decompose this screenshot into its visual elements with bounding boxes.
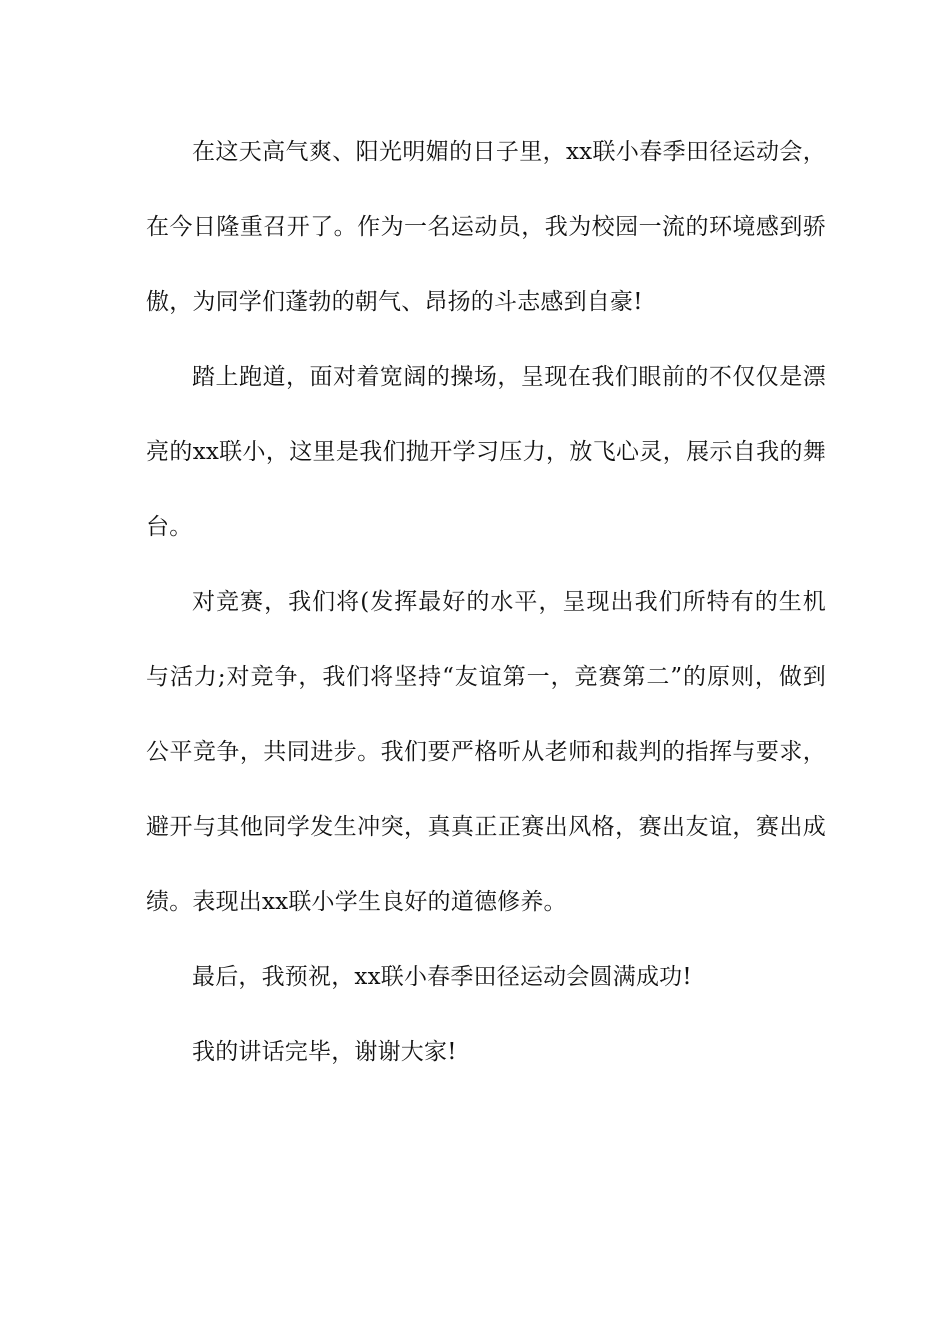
- paragraph-track: 踏上跑道，面对着宽阔的操场，呈现在我们眼前的不仅仅是漂亮的xx联小，这里是我们抛开学习压力，放飞心灵，展示自我的舞台。: [146, 364, 826, 540]
- paragraph-opening: 在这天高气爽、阳光明媚的日子里，xx联小春季田径运动会，在今日隆重召开了。作为一名运动员，我为校园一流的环境感到骄傲，为同学们蓬勃的朝气、昂扬的斗志感到自豪!: [146, 139, 826, 315]
- paragraph-wishes: 最后，我预祝，xx联小春季田径运动会圆满成功!: [192, 964, 692, 990]
- document-body: [146, 115, 826, 1090]
- paragraph-closing: 我的讲话完毕，谢谢大家!: [192, 1039, 457, 1065]
- paragraph-competition: 对竞赛，我们将(发挥最好的水平，呈现出我们所特有的生机与活力;对竞争，我们将坚持“友谊第一，竞赛第二”的原则，做到公平竞争，共同进步。我们要严格听从老师和裁判的指挥与要求，避开与其他同学发生冲突，真真正正赛出风格，赛出友谊，赛出成绩。表现出xx联小学生良好的道德修养。: [146, 589, 826, 915]
